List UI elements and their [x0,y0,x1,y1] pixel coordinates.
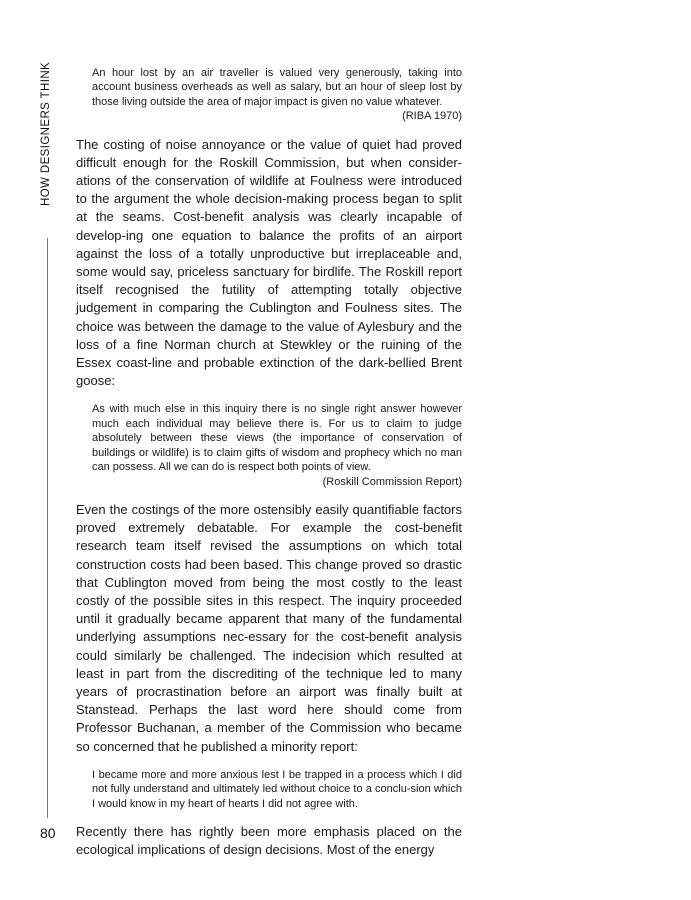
block-quote-text: An hour lost by an air traveller is valued very generously, taking into account business overheads as well as salary, but an hour of sleep lost by those living outside the area of major impact is given no value whatever. [92,67,462,108]
page-body [76,66,462,859]
block-quote-citation: (RIBA 1970) [402,110,462,123]
page-number: 80 [40,825,56,841]
body-paragraph: The costing of noise annoyance or the value of quiet had proved difficult enough for the Roskill Commission, but when consider-ations of the conservation of wildlife at Foulness were introduced to the argument the whole decision-making process began to split at the seams. Cost-benefit analysis was clearly incapable of develop-ing one equation to balance the profits of an airport against the loss of a totally unproductive but irreplaceable and, some would say, priceless sanctuary for birdlife. The Roskill report itself recognised the futility of attempting totally objective judgement in comparing the Cublington and Foulness sites. The choice was between the damage to the value of Aylesbury and the loss of a fine Norman church at Stewkley or the ruining of the Essex coast-line and probable extinction of the dark-bellied Brent goose: [76,136,462,389]
running-head [40,61,56,206]
block-quote-citation: (Roskill Commission Report) [322,475,462,488]
body-paragraph: Even the costings of the more ostensibly easily quantifiable factors proved extremely debatable. For example the cost-benefit research team itself revised the assumptions on which total construction costs had been based. This change proved so drastic that Cublington moved from being the most costly to the least costly of the possible sites in this respect. The inquiry proceeded until it gradually became apparent that many of the fundamental underlying assumptions nec-essary for the cost-benefit analysis could similarly be challenged. The indecision which resulted at least in part from the discrediting of the technique led to many years of procrastination before an airport was finally built at Stanstead. Perhaps the last word here should come from Professor Buchanan, a member of the Commission who became so concerned that he published a minority report: [76,501,462,754]
block-quote-text: I became more and more anxious lest I be trapped in a process which I did not fully understand and ultimately led without choice to a conclu-sion which I would know in my heart of hearts I did not agree with. [92,768,462,810]
margin-rule [47,238,48,818]
block-quote-text: As with much else in this inquiry there is no single right answer however much each individual may believe there is. For us to claim to judge absolutely between these views (the importance of conservation of buildings or wildlife) is to claim gifts of wisdom and prophecy which no man can possess. All we can do is respect both points of view. [92,403,462,474]
block-quote-buchanan [92,768,462,811]
body-paragraph: Recently there has rightly been more emphasis placed on the ecological implications of design decisions. Most of the energy [76,823,462,858]
block-quote-riba [92,66,462,124]
block-quote-roskill [92,402,462,488]
running-head-text: HOW DESIGNERS THINK [40,61,52,206]
